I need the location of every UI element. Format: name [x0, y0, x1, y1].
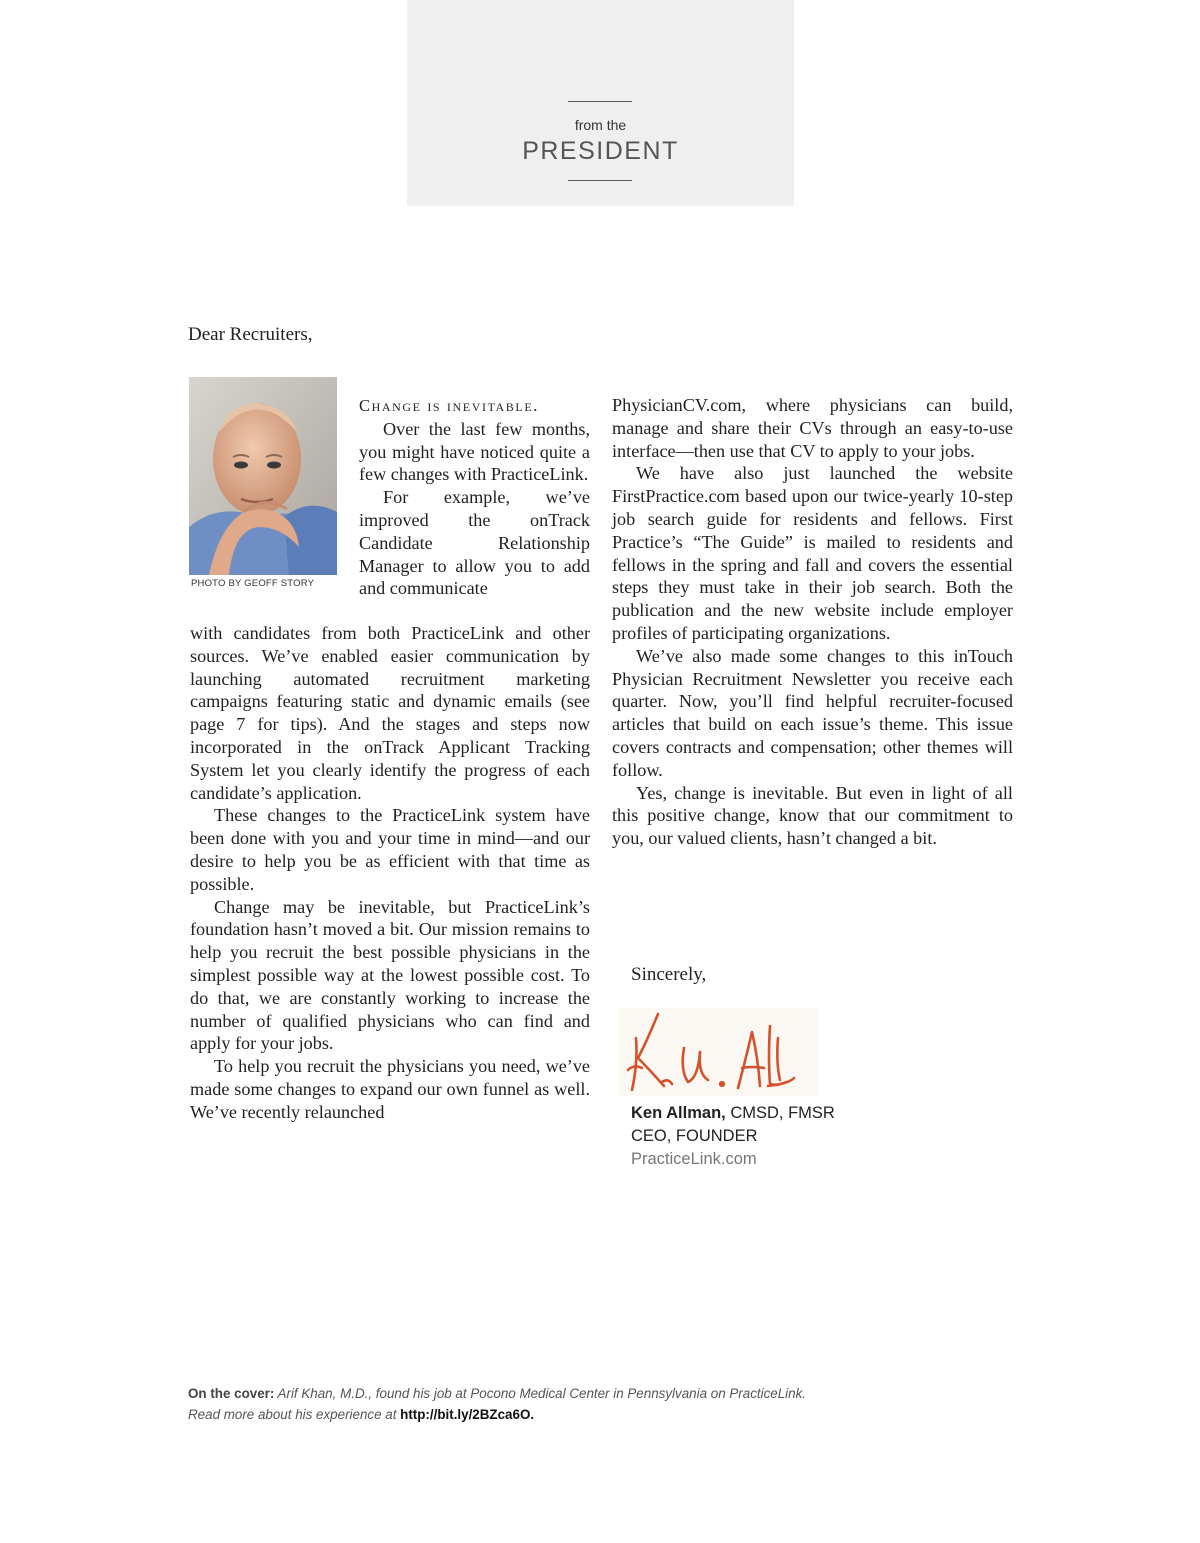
letter-paragraph: We’ve also made some changes to this inTouch Physician Recruitment Newsletter you receive each quarter. Now, you’ll find helpful recruiter-focused articles that build on each issue’s theme. This issue covers contracts and compensation; other themes will follow. — [612, 645, 1013, 780]
header-small-label: from the — [574, 117, 627, 133]
signatory-credentials: CMSD, FMSR — [725, 1104, 835, 1122]
letter-paragraph — [359, 394, 590, 486]
handwritten-signature — [618, 1008, 818, 1096]
paragraph-text: Over the last few months, you might have noticed quite a few changes with PracticeLink. — [359, 418, 590, 485]
letter-column-left — [190, 622, 590, 1124]
signatory-line — [631, 1102, 835, 1125]
signatory-title: CEO, FOUNDER — [631, 1127, 758, 1145]
letter-paragraph: Yes, change is inevitable. But even in light of all this positive change, know that our commitment to you, our valued clients, hasn’t changed a bit. — [612, 782, 1013, 849]
signatory-website: PracticeLink.com — [631, 1150, 757, 1168]
cover-note-label: On the cover: — [188, 1386, 275, 1401]
letter-column-top — [359, 394, 590, 600]
cover-note-text: Arif Khan, M.D., found his job at Pocono Medical Center in Pennsylvania on PracticeLink. Read more about his experience at — [188, 1386, 807, 1422]
signature-image — [618, 1008, 818, 1096]
author-photo — [189, 377, 337, 575]
cover-note-link[interactable]: http://bit.ly/2BZca6O. — [400, 1407, 535, 1422]
letter-paragraph: These changes to the PracticeLink system have been done with you and your time in mind—and our desire to help you be as efficient with that time as possible. — [190, 805, 590, 894]
lead-in: Change is inevitable. — [359, 396, 539, 415]
header-top-rule — [568, 101, 632, 102]
section-header — [407, 0, 794, 206]
letter-paragraph: PhysicianCV.com, where physicians can build, manage and share their CVs through an easy-to-use interface—then use that CV to apply to your jobs. — [612, 395, 1013, 461]
portrait-image — [189, 377, 337, 575]
signatory-name: Ken Allman, — [631, 1104, 726, 1122]
letter-column-right — [612, 394, 1013, 850]
photo-caption: PHOTO BY GEOFF STORY — [191, 578, 315, 589]
header-title: PRESIDENT — [522, 137, 679, 165]
letter-paragraph: Change may be inevitable, but PracticeLink’s foundation hasn’t moved a bit. Our mission remains to help you recruit the best possible physicians in the simplest possible way at the lowest possible cost. To do that, we are constantly working to increase the number of qualified physicians who can find and apply for your jobs. — [190, 896, 590, 1054]
salutation: Dear Recruiters, — [188, 324, 313, 345]
cover-note — [188, 1383, 808, 1425]
letter-paragraph: To help you recruit the physicians you need, we’ve made some changes to expand our own funnel as well. We’ve recently relaunched — [190, 1056, 590, 1122]
header-bottom-rule — [568, 180, 632, 181]
sign-off: Sincerely, — [631, 964, 707, 985]
letter-paragraph: with candidates from both PracticeLink and other sources. We’ve enabled easier communication by launching automated recruitment marketing campaigns featuring static and dynamic emails (see page 7 for tips). And the stages and steps now incorporated in the onTrack Applicant Tracking System let you clearly identify the progress of each candidate’s application. — [190, 623, 590, 803]
letter-paragraph: We have also just launched the website FirstPractice.com based upon our twice-yearly 10-step job search guide for residents and fellows. First Practice’s “The Guide” is mailed to residents and fellows in the spring and fall and covers the essential steps they must take in their job search. Both the publication and the new website include employer profiles of participating organizations. — [612, 463, 1013, 643]
letter-paragraph: For example, we’ve improved the onTrack Candidate Relationship Manager to allow you to add and communicate — [359, 487, 590, 599]
signature-block — [631, 1102, 835, 1171]
